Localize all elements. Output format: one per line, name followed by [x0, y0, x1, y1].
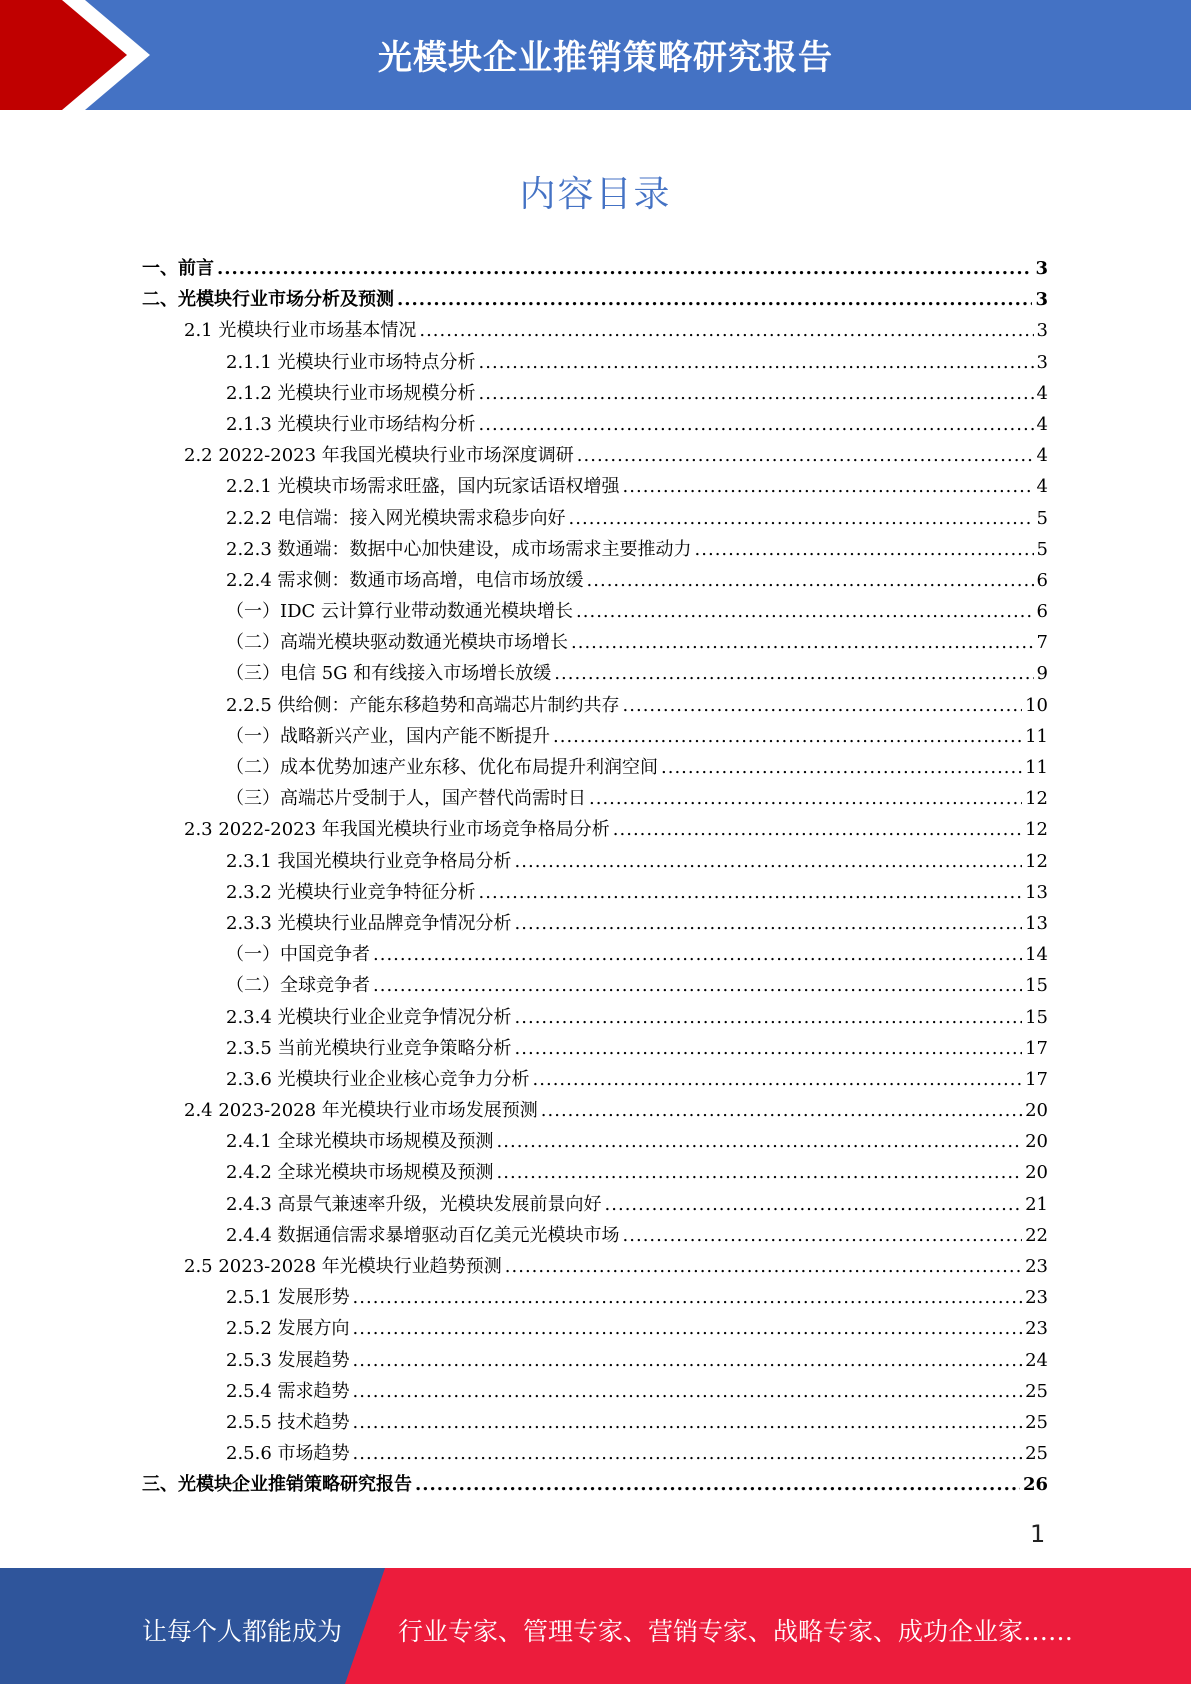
toc-entry-title: 2.5.6 市场趋势: [226, 1443, 350, 1465]
toc-entry[interactable]: [142, 348, 1048, 379]
toc-entry-page: 3: [1035, 258, 1048, 279]
toc-dot-leader: [623, 476, 1034, 497]
toc-entry-title: 2.4.4 数据通信需求暴增驱动百亿美元光模块市场: [226, 1224, 620, 1246]
table-of-contents: [142, 254, 1048, 1502]
toc-dot-leader: [515, 913, 1023, 934]
toc-entry-page: 11: [1025, 725, 1048, 747]
toc-entry-title: 2.2.4 需求侧：数通市场高增，电信市场放缓: [226, 569, 584, 591]
toc-dot-leader: [479, 414, 1034, 435]
toc-entry-title: 2.5.4 需求趋势: [226, 1380, 350, 1402]
toc-entry-title: （三）电信 5G 和有线接入市场增长放缓: [226, 663, 552, 685]
toc-entry[interactable]: [142, 410, 1048, 441]
toc-entry-page: 10: [1025, 694, 1048, 716]
toc-dot-leader: [373, 944, 1022, 965]
toc-dot-leader: [353, 1412, 1023, 1433]
toc-entry[interactable]: [142, 285, 1048, 316]
toc-dot-leader: [419, 320, 1033, 341]
toc-entry-page: 25: [1025, 1380, 1048, 1402]
toc-entry-page: 6: [1036, 601, 1048, 623]
toc-entry[interactable]: [142, 628, 1048, 659]
toc-dot-leader: [479, 383, 1034, 404]
toc-entry-title: 2.5.5 技术趋势: [226, 1411, 350, 1433]
toc-entry-page: 6: [1036, 569, 1048, 591]
toc-dot-leader: [605, 1194, 1023, 1215]
toc-dot-leader: [695, 539, 1034, 560]
toc-dot-leader: [515, 851, 1023, 872]
toc-dot-leader: [353, 1350, 1023, 1371]
toc-entry[interactable]: [142, 971, 1048, 1002]
toc-entry-page: 21: [1025, 1193, 1048, 1215]
toc-dot-leader: [623, 695, 1023, 716]
toc-dot-leader: [415, 1474, 1020, 1495]
toc-dot-leader: [661, 757, 1022, 778]
toc-entry-page: 23: [1025, 1287, 1048, 1309]
page-number: 1: [1030, 1520, 1046, 1548]
toc-entry-title: （一）中国竞争者: [226, 944, 370, 966]
toc-entry[interactable]: [142, 316, 1048, 347]
toc-entry-title: 2.2.5 供给侧：产能东移趋势和高端芯片制约共存: [226, 694, 620, 716]
toc-entry-title: （二）成本优势加速产业东移、优化布局提升利润空间: [226, 757, 658, 778]
toc-entry[interactable]: [142, 722, 1048, 753]
toc-entry-page: 7: [1036, 632, 1048, 654]
toc-dot-leader: [571, 632, 1034, 653]
toc-entry-title: 2.1 光模块行业市场基本情况: [184, 320, 417, 342]
toc-dot-leader: [587, 570, 1034, 591]
toc-entry[interactable]: [142, 254, 1048, 285]
toc-entry-page: 24: [1025, 1349, 1048, 1371]
toc-entry-title: （二）全球竞争者: [226, 975, 370, 997]
toc-entry[interactable]: [142, 1346, 1048, 1377]
toc-entry[interactable]: [142, 1221, 1048, 1252]
toc-entry-title: 二、光模块行业市场分析及预测: [142, 289, 394, 311]
toc-entry-title: 2.3.4 光模块行业企业竞争情况分析: [226, 1006, 512, 1028]
toc-entry[interactable]: [142, 1190, 1048, 1221]
toc-entry[interactable]: [142, 847, 1048, 878]
toc-dot-leader: [353, 1318, 1023, 1339]
toc-dot-leader: [479, 352, 1034, 373]
toc-entry-title: 2.3 2022-2023 年我国光模块行业市场竞争格局分析: [184, 819, 610, 841]
toc-entry[interactable]: [142, 535, 1048, 566]
toc-dot-leader: [569, 508, 1034, 529]
toc-dot-leader: [589, 788, 1022, 809]
toc-entry-page: 3: [1036, 320, 1048, 342]
toc-entry[interactable]: [142, 1377, 1048, 1408]
toc-entry-page: 17: [1025, 1037, 1048, 1059]
toc-entry-page: 12: [1025, 819, 1048, 841]
toc-entry[interactable]: [142, 1408, 1048, 1439]
toc-entry-page: 13: [1025, 881, 1048, 903]
toc-dot-leader: [554, 663, 1033, 684]
toc-dot-leader: [353, 1287, 1023, 1308]
toc-dot-leader: [397, 289, 1032, 310]
toc-entry[interactable]: [142, 940, 1048, 971]
toc-dot-leader: [505, 1256, 1022, 1277]
toc-dot-leader: [533, 1069, 1023, 1090]
toc-entry[interactable]: [142, 784, 1048, 815]
toc-entry[interactable]: [142, 909, 1048, 940]
toc-entry-title: 2.4.3 高景气兼速率升级，光模块发展前景向好: [226, 1193, 602, 1215]
toc-entry-title: （二）高端光模块驱动数通光模块市场增长: [226, 632, 568, 654]
footer-banner: [0, 1568, 1191, 1684]
toc-entry[interactable]: [142, 815, 1048, 846]
toc-entry-page: 15: [1025, 975, 1048, 997]
toc-entry-title: 2.3.1 我国光模块行业竞争格局分析: [226, 850, 512, 872]
toc-entry-page: 23: [1025, 1256, 1048, 1277]
toc-entry-page: 17: [1025, 1068, 1048, 1090]
toc-dot-leader: [479, 882, 1023, 903]
toc-heading: 内容目录: [519, 174, 672, 215]
header-banner: [0, 0, 1191, 110]
toc-entry[interactable]: [142, 1065, 1048, 1096]
toc-entry[interactable]: [142, 659, 1048, 690]
toc-entry-page: 4: [1036, 476, 1048, 498]
toc-entry[interactable]: [142, 1470, 1048, 1501]
toc-dot-leader: [623, 1225, 1023, 1246]
toc-entry[interactable]: [142, 1283, 1048, 1314]
toc-entry-page: 5: [1036, 507, 1048, 529]
toc-entry-title: 2.3.5 当前光模块行业竞争策略分析: [226, 1037, 512, 1059]
toc-entry-title: 2.4.1 全球光模块市场规模及预测: [226, 1131, 494, 1153]
toc-entry-page: 20: [1025, 1131, 1048, 1153]
toc-entry[interactable]: [142, 878, 1048, 909]
toc-entry-page: 23: [1025, 1318, 1048, 1340]
toc-entry[interactable]: [142, 1439, 1048, 1470]
toc-entry[interactable]: [142, 753, 1048, 784]
toc-entry[interactable]: [142, 1003, 1048, 1034]
toc-entry[interactable]: [142, 1158, 1048, 1189]
toc-entry-title: 2.3.2 光模块行业竞争特征分析: [226, 881, 476, 903]
toc-entry-title: 2.2.2 电信端：接入网光模块需求稳步向好: [226, 507, 566, 529]
toc-entry-page: 3: [1035, 289, 1048, 311]
toc-entry-page: 26: [1022, 1474, 1048, 1496]
toc-entry-title: 2.2.3 数通端：数据中心加快建设，成市场需求主要推动力: [226, 538, 692, 560]
toc-dot-leader: [541, 1100, 1022, 1121]
toc-entry[interactable]: [142, 1034, 1048, 1065]
toc-entry-title: 2.3.3 光模块行业品牌竞争情况分析: [226, 912, 512, 934]
toc-entry-title: 一、前言: [142, 258, 214, 279]
toc-entry-title: 2.4.2 全球光模块市场规模及预测: [226, 1162, 494, 1184]
toc-entry-page: 13: [1025, 912, 1048, 934]
toc-entry-page: 4: [1036, 413, 1048, 435]
toc-dot-leader: [497, 1131, 1023, 1152]
toc-entry-page: 3: [1036, 351, 1048, 373]
toc-entry-page: 25: [1025, 1411, 1048, 1433]
toc-entry[interactable]: [142, 1252, 1048, 1283]
toc-entry[interactable]: [142, 504, 1048, 535]
toc-entry-page: 22: [1025, 1224, 1048, 1246]
toc-entry[interactable]: [142, 379, 1048, 410]
toc-entry-title: 2.5.2 发展方向: [226, 1318, 350, 1340]
footer-slogan-left: 让每个人都能成为: [142, 1617, 343, 1646]
toc-entry[interactable]: [142, 1127, 1048, 1158]
toc-entry-title: 2.2.1 光模块市场需求旺盛，国内玩家话语权增强: [226, 476, 620, 498]
toc-dot-leader: [515, 1038, 1023, 1059]
footer-slogan-right: 行业专家、管理专家、营销专家、战略专家、成功企业家……: [398, 1617, 1074, 1646]
toc-entry-title: （一）IDC 云计算行业带动数通光模块增长: [226, 601, 574, 623]
toc-entry-page: 12: [1025, 788, 1048, 810]
toc-entry-title: 2.5.1 发展形势: [226, 1287, 350, 1309]
toc-entry-title: 2.5.3 发展趋势: [226, 1349, 350, 1371]
toc-entry-page: 4: [1036, 445, 1048, 467]
toc-entry-title: 2.4 2023-2028 年光模块行业市场发展预测: [184, 1100, 538, 1122]
toc-entry-title: 2.3.6 光模块行业企业核心竞争力分析: [226, 1068, 530, 1090]
toc-entry-page: 4: [1036, 382, 1048, 404]
toc-entry-title: 2.1.2 光模块行业市场规模分析: [226, 382, 476, 404]
toc-entry[interactable]: [142, 441, 1048, 472]
toc-entry-page: 9: [1036, 663, 1048, 685]
toc-entry-page: 12: [1025, 850, 1048, 872]
toc-dot-leader: [577, 445, 1034, 466]
toc-entry-title: 三、光模块企业推销策略研究报告: [142, 1474, 412, 1496]
toc-entry-title: 2.2 2022-2023 年我国光模块行业市场深度调研: [184, 445, 574, 467]
toc-entry[interactable]: [142, 472, 1048, 503]
toc-entry-page: 11: [1025, 757, 1048, 778]
toc-dot-leader: [553, 726, 1022, 747]
toc-dot-leader: [497, 1162, 1023, 1183]
toc-entry-page: 20: [1025, 1100, 1048, 1122]
toc-entry-title: 2.1.3 光模块行业市场结构分析: [226, 413, 476, 435]
toc-entry-page: 15: [1025, 1006, 1048, 1028]
toc-entry[interactable]: [142, 597, 1048, 628]
toc-entry-page: 20: [1025, 1162, 1048, 1184]
toc-entry-page: 5: [1036, 538, 1048, 560]
report-title: 光模块企业推销策略研究报告: [378, 38, 833, 78]
toc-entry-title: 2.5 2023-2028 年光模块行业趋势预测: [184, 1256, 502, 1277]
toc-dot-leader: [613, 819, 1022, 840]
toc-dot-leader: [353, 1381, 1023, 1402]
toc-entry-page: 25: [1025, 1443, 1048, 1465]
toc-dot-leader: [373, 975, 1022, 996]
toc-entry-title: （一）战略新兴产业，国内产能不断提升: [226, 725, 550, 747]
toc-entry[interactable]: [142, 691, 1048, 722]
toc-dot-leader: [515, 1007, 1023, 1028]
toc-entry[interactable]: [142, 1096, 1048, 1127]
toc-entry-page: 14: [1025, 944, 1048, 966]
toc-entry-title: （三）高端芯片受制于人，国产替代尚需时日: [226, 788, 586, 810]
toc-entry-title: 2.1.1 光模块行业市场特点分析: [226, 351, 476, 373]
toc-dot-leader: [217, 258, 1032, 279]
toc-entry[interactable]: [142, 1314, 1048, 1345]
toc-entry[interactable]: [142, 566, 1048, 597]
toc-dot-leader: [353, 1443, 1023, 1464]
toc-dot-leader: [576, 601, 1034, 622]
